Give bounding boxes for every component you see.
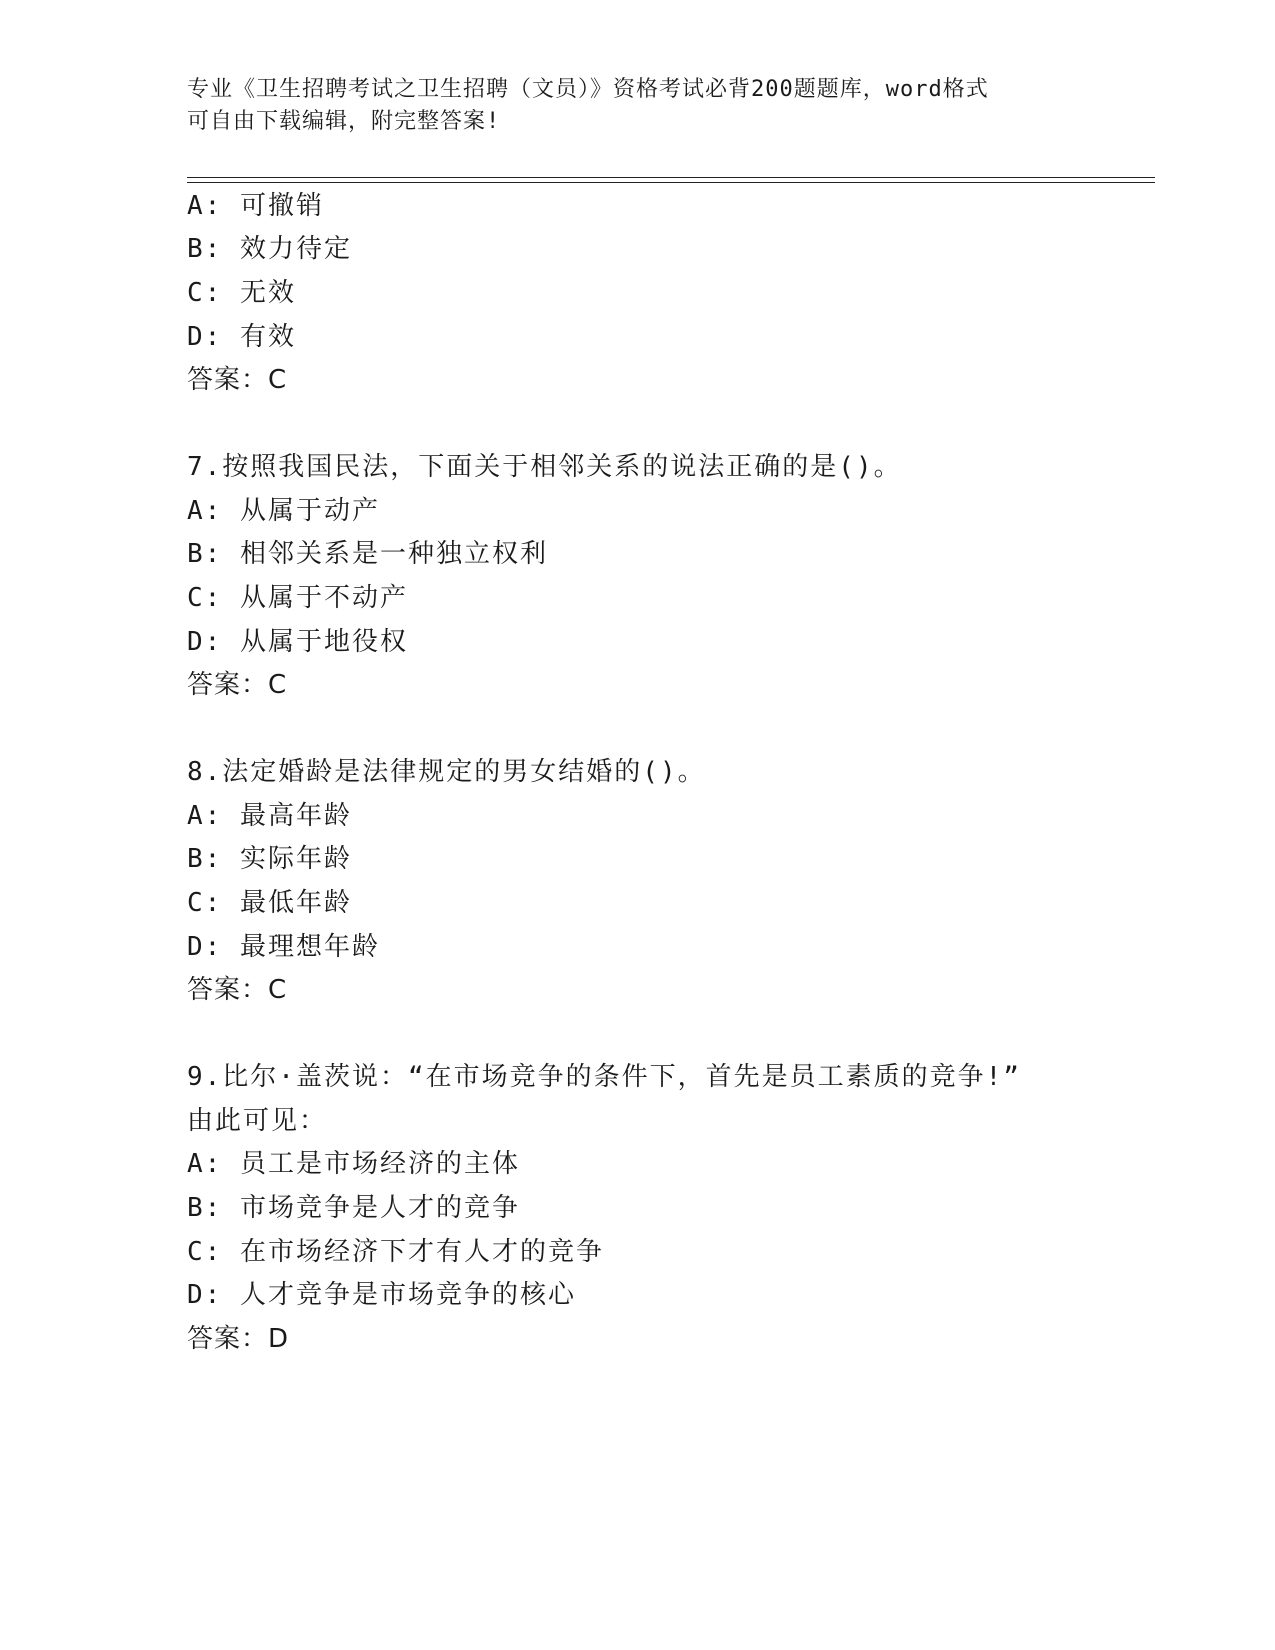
header-divider-bottom bbox=[187, 182, 1155, 183]
option-d: D: 最理想年龄 bbox=[187, 932, 380, 962]
option-c: C: 从属于不动产 bbox=[187, 583, 408, 613]
header-divider-top bbox=[187, 177, 1155, 178]
option-a: A: 员工是市场经济的主体 bbox=[187, 1149, 520, 1179]
document-header bbox=[187, 74, 1067, 138]
question-9-text: 9.比尔·盖茨说：“在市场竞争的条件下，首先是员工素质的竞争!” bbox=[187, 1062, 1021, 1092]
option-d: D: 人才竞争是市场竞争的核心 bbox=[187, 1280, 576, 1310]
answer-line: 答案：C bbox=[187, 365, 288, 395]
question-7-text: 7.按照我国民法，下面关于相邻关系的说法正确的是()。 bbox=[187, 452, 902, 482]
option-d: D: 从属于地役权 bbox=[187, 627, 408, 657]
option-b: B: 实际年龄 bbox=[187, 844, 352, 874]
option-b: B: 相邻关系是一种独立权利 bbox=[187, 539, 548, 569]
question-9-text-continued: 由此可见： bbox=[187, 1106, 328, 1136]
option-a: A: 从属于动产 bbox=[187, 496, 380, 526]
option-a: A: 可撤销 bbox=[187, 191, 324, 221]
option-c: C: 在市场经济下才有人才的竞争 bbox=[187, 1237, 604, 1267]
option-b: B: 效力待定 bbox=[187, 234, 352, 264]
option-c: C: 无效 bbox=[187, 278, 296, 308]
answer-line: 答案：C bbox=[187, 670, 288, 700]
option-a: A: 最高年龄 bbox=[187, 801, 352, 831]
header-title-line-1: 专业《卫生招聘考试之卫生招聘（文员）》资格考试必背200题题库，word格式 bbox=[187, 77, 989, 102]
option-b: B: 市场竞争是人才的竞争 bbox=[187, 1193, 520, 1223]
answer-line: 答案：C bbox=[187, 975, 288, 1005]
question-8-text: 8.法定婚龄是法律规定的男女结婚的()。 bbox=[187, 757, 706, 787]
option-c: C: 最低年龄 bbox=[187, 888, 352, 918]
option-d: D: 有效 bbox=[187, 322, 296, 352]
header-title-line-2: 可自由下载编辑，附完整答案! bbox=[187, 109, 501, 134]
answer-line: 答案：D bbox=[187, 1324, 290, 1354]
